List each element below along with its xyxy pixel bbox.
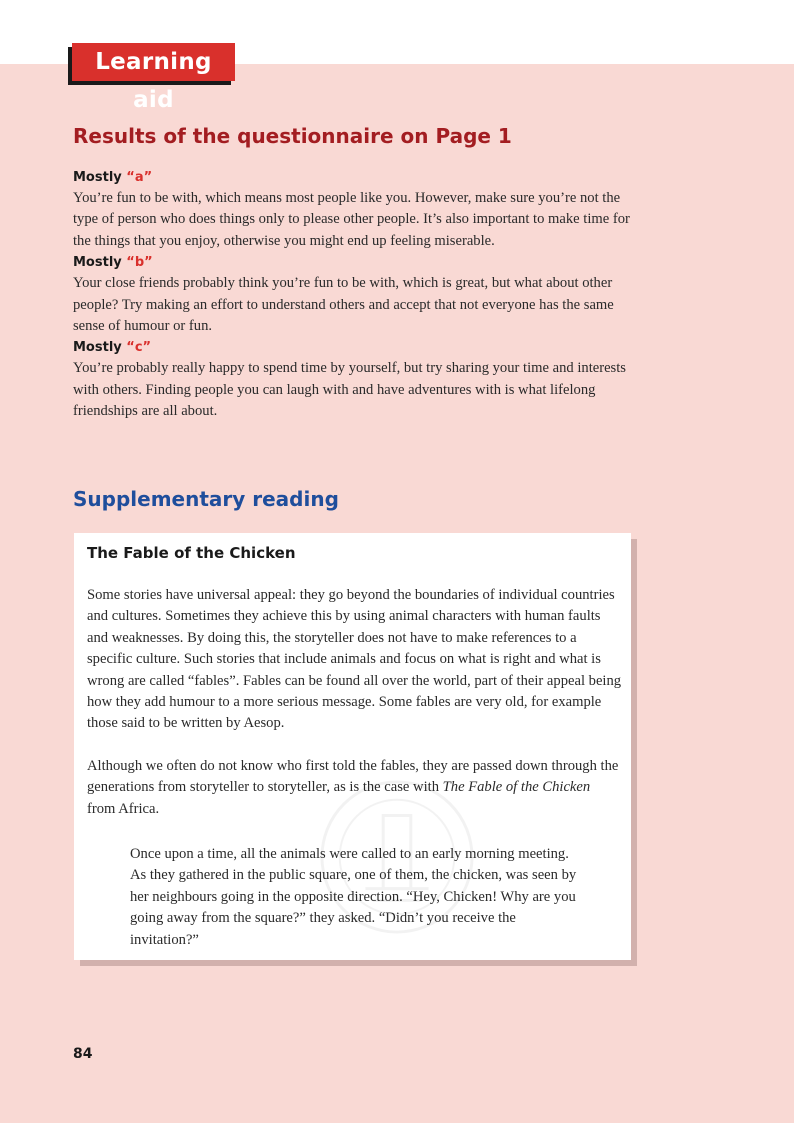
result-c-text: You’re probably really happy to spend time by yourself, but try sharing your time and interests with others. Finding people you can laugh with and have adventures with is what lifelong friendships are all about. bbox=[73, 360, 626, 420]
mostly-word: Mostly bbox=[73, 170, 122, 185]
result-a-text: You’re fun to be with, which means most people like you. However, make sure you’re not the type of person who does things only to please other people. It’s also important to make time for the things that you enjoy, otherwise you might end up feeling miserable. bbox=[73, 190, 630, 249]
results-section bbox=[73, 167, 633, 423]
page-number: 84 bbox=[73, 1046, 93, 1062]
results-heading: Results of the questionnaire on Page 1 bbox=[73, 124, 512, 148]
fable-paragraph-2-start: Although we often do not know who first told the fables, they are passed down through the generations from storyteller to storyteller, as is the case with bbox=[87, 758, 619, 796]
fable-paragraph-2-title: The Fable of the Chicken bbox=[442, 779, 591, 796]
result-c-letter: “c” bbox=[126, 340, 152, 356]
reading-box bbox=[74, 533, 631, 960]
mostly-word: Mostly bbox=[73, 340, 122, 356]
result-b-letter: “b” bbox=[126, 255, 153, 271]
fable-paragraph-1: Some stories have universal appeal: they go beyond the boundaries of individual countries and cultures. Sometimes they achieve this by using animal characters with human faults and weaknesses. By doing this, the storyteller does not have to make references to a specific culture. Such stories that include animals and focus on what is right and what is wrong are called “fables”. Fables can be found all over the world, part of their appeal being how they add humour to a more serious message. Some fables are very old, for example those said to be written by Aesop. bbox=[87, 587, 622, 732]
tag-label: Learning aid bbox=[72, 43, 235, 81]
result-a-letter: “a” bbox=[126, 170, 153, 185]
result-c-heading bbox=[73, 337, 633, 358]
result-a-heading bbox=[73, 167, 633, 188]
result-b-heading bbox=[73, 252, 633, 273]
fable-quote: Once upon a time, all the animals were called to an early morning meeting. As they gathered in the public square, one of them, the chicken, was seen by her neighbours going in the opposite direction. “Hey, Chicken! Why are you going away from the square?” they asked. “Didn’t you receive the invitation?” bbox=[130, 846, 577, 948]
supplementary-heading: Supplementary reading bbox=[73, 487, 339, 511]
mostly-word: Mostly bbox=[73, 255, 122, 271]
result-b-text: Your close friends probably think you’re fun to be with, which is great, but what about other people? Try making an effort to understand others and accept that not everyone has the same sense of humour or fun. bbox=[73, 275, 614, 335]
fable-paragraph-2 bbox=[87, 756, 622, 820]
fable-paragraph-2-end: from Africa. bbox=[87, 800, 160, 817]
learning-aid-tag bbox=[68, 43, 235, 113]
fable-title: The Fable of the Chicken bbox=[87, 544, 296, 562]
